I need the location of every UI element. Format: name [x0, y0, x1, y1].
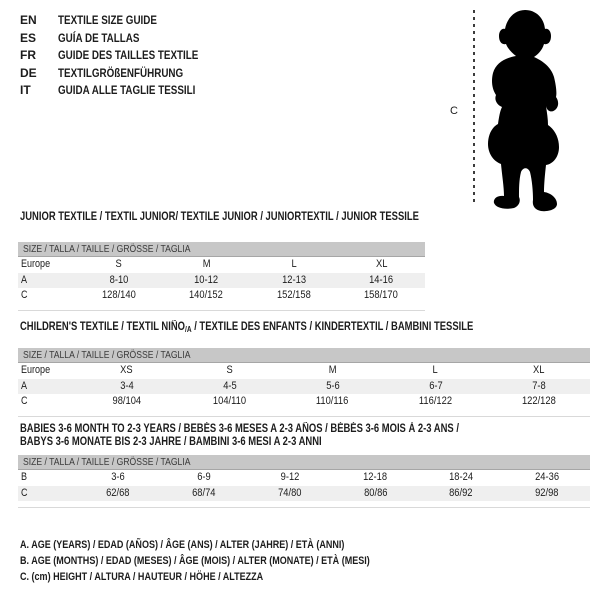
height-measure-label: C: [450, 105, 458, 117]
row-label: Europe: [21, 364, 51, 376]
row-label: C: [21, 289, 28, 301]
cell-value: 5-6: [325, 379, 340, 392]
language-row: [20, 47, 229, 65]
cell-value: 18-24: [449, 471, 474, 483]
cell-value: 62/68: [106, 486, 130, 499]
legend-line-c: C. (cm) HEIGHT / ALTURA / HAUTEUR / HÖHE / ALTEZZA: [20, 571, 264, 583]
cell-value: 24-36: [535, 471, 560, 483]
cell-value: S: [115, 258, 122, 270]
language-label: TEXTILGRÖßENFÜHRUNG: [58, 65, 184, 80]
row-label: A: [21, 273, 28, 286]
language-row: [20, 30, 229, 48]
row-label: C: [21, 486, 28, 499]
cell-value: 122/128: [521, 395, 556, 407]
size-table: [18, 363, 590, 410]
table-row: [18, 470, 590, 486]
legend-line-b: B. AGE (MONTHS) / EDAD (MESES) / ÂGE (MOIS) / ALTER (MONATE) / ETÀ (MESI): [20, 555, 370, 567]
cell-value: 74/80: [277, 486, 302, 499]
language-label: GUIDA ALLE TAGLIE TESSILI: [58, 83, 196, 97]
table-row: [18, 486, 590, 502]
cell-value: XL: [375, 258, 387, 270]
cell-value: 86/92: [449, 486, 473, 499]
cell-value: 6-7: [428, 379, 443, 392]
row-label: C: [21, 395, 28, 407]
language-code: FR: [20, 48, 36, 62]
baby-silhouette: [478, 8, 573, 213]
table-bottom-rule: [18, 507, 590, 508]
language-row: [20, 12, 229, 30]
cell-value: L: [432, 364, 439, 376]
cell-value: 12-13: [281, 273, 306, 286]
table-bottom-rule: [18, 416, 590, 417]
cell-value: 3-4: [119, 379, 134, 392]
cell-value: M: [202, 258, 211, 270]
language-row: [20, 65, 229, 83]
cell-value: 68/74: [192, 486, 216, 499]
section-junior: [18, 211, 425, 311]
language-label: GUÍA DE TALLAS: [58, 30, 140, 45]
cell-value: M: [328, 364, 337, 376]
row-label: A: [21, 379, 28, 392]
cell-value: 128/140: [101, 289, 136, 301]
language-code: DE: [20, 65, 37, 80]
cell-value: 80/86: [363, 486, 388, 499]
size-table: [18, 470, 590, 501]
table-row: [18, 273, 425, 289]
cell-value: 140/152: [189, 289, 224, 301]
size-header-bar: SIZE / TALLA / TAILLE / GRÖSSE / TAGLIA: [18, 348, 590, 363]
table-row: [18, 394, 590, 410]
cell-value: S: [226, 364, 233, 376]
cell-value: XS: [120, 364, 133, 376]
cell-value: 12-18: [363, 471, 388, 483]
cell-value: 3-6: [111, 471, 125, 483]
section-title: JUNIOR TEXTILE / TEXTIL JUNIOR/ TEXTILE JUNIOR / JUNIORTEXTIL / JUNIOR TESSILE: [20, 211, 419, 223]
cell-value: 152/158: [276, 289, 311, 301]
section-title: BABIES 3-6 MONTH TO 2-3 YEARS / BEBÉS 3-6 MESES A 2-3 AÑOS / BÉBÉS 3-6 MOIS À 2-3 ANS / BABYS 3-6 MONATE BIS 2-3 JAHRE / BAMBINI 3-6 MESI A 2-3 ANNI: [20, 423, 459, 448]
language-row: [20, 82, 229, 100]
cell-value: 14-16: [369, 273, 394, 286]
cell-value: 7-8: [531, 379, 546, 392]
cell-value: 92/98: [535, 486, 559, 499]
height-measure-dotted-line: [473, 10, 475, 206]
cell-value: 116/122: [418, 395, 453, 407]
table-row: [18, 379, 590, 395]
row-label: B: [21, 471, 28, 483]
size-header-bar: SIZE / TALLA / TAILLE / GRÖSSE / TAGLIA: [18, 242, 425, 257]
size-header-bar: SIZE / TALLA / TAILLE / GRÖSSE / TAGLIA: [18, 455, 590, 470]
language-code: ES: [20, 30, 37, 45]
cell-value: 4-5: [222, 379, 237, 392]
language-label: GUIDE DES TAILLES TEXTILE: [58, 48, 199, 62]
subscript-a: /A: [185, 325, 192, 334]
cell-value: 110/116: [316, 395, 349, 407]
language-code: IT: [20, 83, 31, 97]
legend: [20, 537, 447, 585]
cell-value: 158/170: [364, 289, 399, 301]
table-bottom-rule: [18, 310, 425, 311]
section-babies: [18, 423, 590, 508]
size-table: [18, 257, 425, 304]
cell-value: XL: [532, 364, 545, 376]
language-code: EN: [20, 13, 37, 27]
cell-value: 104/110: [212, 395, 247, 407]
language-list: [20, 12, 229, 100]
language-label: TEXTILE SIZE GUIDE: [58, 13, 157, 27]
cell-value: 8-10: [109, 273, 129, 286]
cell-value: 10-12: [194, 273, 219, 286]
table-row: [18, 363, 590, 379]
table-row: [18, 288, 425, 304]
legend-line-a: A. AGE (YEARS) / EDAD (AÑOS) / ÂGE (ANS) / ALTER (JAHRE) / ETÀ (ANNI): [20, 539, 345, 551]
cell-value: 98/104: [112, 395, 141, 407]
section-children: [18, 321, 590, 417]
row-label: Europe: [21, 258, 51, 270]
cell-value: 6-9: [196, 471, 211, 483]
table-row: [18, 257, 425, 273]
cell-value: L: [291, 258, 297, 270]
section-title: CHILDREN'S TEXTILE / TEXTIL NIÑO/A / TEXTILE DES ENFANTS / KINDERTEXTIL / BAMBINI TESSILE: [20, 321, 474, 334]
cell-value: 9-12: [280, 471, 299, 483]
